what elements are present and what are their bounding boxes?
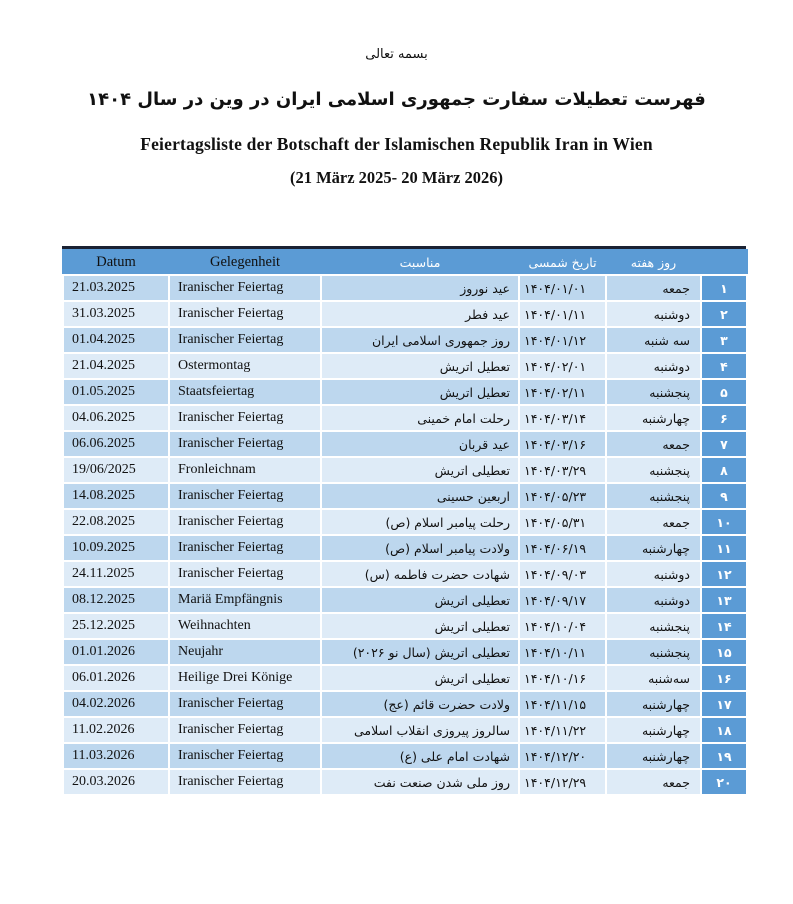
weekday-cell: دوشنبه xyxy=(606,301,701,327)
gelegenheit-cell: Fronleichnam xyxy=(169,457,321,483)
tarikh-cell: ۱۴۰۴/۰۳/۱۴ xyxy=(519,405,606,431)
row-number-cell: ۱۴ xyxy=(701,613,747,639)
table-row xyxy=(63,483,747,509)
row-number-cell: ۳ xyxy=(701,327,747,353)
table-row xyxy=(63,691,747,717)
table-header-row xyxy=(63,250,747,275)
weekday-cell: سه‌شنبه xyxy=(606,665,701,691)
gelegenheit-cell: Iranischer Feiertag xyxy=(169,405,321,431)
row-number-cell: ۱۷ xyxy=(701,691,747,717)
table-row xyxy=(63,379,747,405)
monasebat-cell: تعطیلی اتریش xyxy=(321,665,519,691)
tarikh-cell: ۱۴۰۴/۰۹/۰۳ xyxy=(519,561,606,587)
datum-cell: 22.08.2025 xyxy=(63,509,169,535)
weekday-cell: جمعه xyxy=(606,431,701,457)
weekday-cell: پنجشنبه xyxy=(606,379,701,405)
gelegenheit-cell: Iranischer Feiertag xyxy=(169,483,321,509)
tarikh-cell: ۱۴۰۴/۰۲/۰۱ xyxy=(519,353,606,379)
row-number-cell: ۵ xyxy=(701,379,747,405)
monasebat-cell: شهادت حضرت فاطمه (س) xyxy=(321,561,519,587)
datum-cell: 24.11.2025 xyxy=(63,561,169,587)
weekday-cell: پنجشنبه xyxy=(606,639,701,665)
row-number-cell: ۱۲ xyxy=(701,561,747,587)
tarikh-cell: ۱۴۰۴/۰۵/۲۳ xyxy=(519,483,606,509)
tarikh-cell: ۱۴۰۴/۰۱/۱۱ xyxy=(519,301,606,327)
datum-cell: 01.04.2025 xyxy=(63,327,169,353)
gelegenheit-cell: Neujahr xyxy=(169,639,321,665)
tarikh-cell: ۱۴۰۴/۰۶/۱۹ xyxy=(519,535,606,561)
holiday-table-body xyxy=(63,275,747,795)
monasebat-cell: تعطیلی اتریش (سال نو ۲۰۲۶) xyxy=(321,639,519,665)
gelegenheit-cell: Heilige Drei Könige xyxy=(169,665,321,691)
table-row xyxy=(63,639,747,665)
row-number-cell: ۴ xyxy=(701,353,747,379)
monasebat-cell: روز جمهوری اسلامی ایران xyxy=(321,327,519,353)
tarikh-cell: ۱۴۰۴/۰۱/۱۲ xyxy=(519,327,606,353)
tarikh-cell: ۱۴۰۴/۰۳/۲۹ xyxy=(519,457,606,483)
weekday-cell: جمعه xyxy=(606,509,701,535)
table-row xyxy=(63,769,747,795)
tarikh-cell: ۱۴۰۴/۰۲/۱۱ xyxy=(519,379,606,405)
monasebat-cell: تعطیلی اتریش xyxy=(321,613,519,639)
weekday-cell: سه شنبه xyxy=(606,327,701,353)
tarikh-cell: ۱۴۰۴/۰۳/۱۶ xyxy=(519,431,606,457)
tarikh-cell: ۱۴۰۴/۰۵/۳۱ xyxy=(519,509,606,535)
monasebat-cell: عید نوروز xyxy=(321,275,519,301)
datum-cell: 20.03.2026 xyxy=(63,769,169,795)
weekday-cell: پنجشنبه xyxy=(606,483,701,509)
weekday-cell: دوشنبه xyxy=(606,587,701,613)
monasebat-cell: تعطیل اتریش xyxy=(321,379,519,405)
monasebat-cell: روز ملی شدن صنعت نفت xyxy=(321,769,519,795)
gelegenheit-cell: Ostermontag xyxy=(169,353,321,379)
gelegenheit-cell: Weihnachten xyxy=(169,613,321,639)
header-ruz-hafteh: روز هفته xyxy=(606,250,701,275)
gelegenheit-cell: Iranischer Feiertag xyxy=(169,301,321,327)
row-number-cell: ۹ xyxy=(701,483,747,509)
table-row xyxy=(63,275,747,301)
table-row xyxy=(63,405,747,431)
header-datum: Datum xyxy=(63,250,169,275)
gelegenheit-cell: Iranischer Feiertag xyxy=(169,535,321,561)
weekday-cell: پنجشنبه xyxy=(606,613,701,639)
page-title-german: Feiertagsliste der Botschaft der Islamischen Republik Iran in Wien xyxy=(140,134,653,154)
monasebat-cell: عید قربان xyxy=(321,431,519,457)
gelegenheit-cell: Iranischer Feiertag xyxy=(169,743,321,769)
row-number-cell: ۱۸ xyxy=(701,717,747,743)
weekday-cell: دوشنبه xyxy=(606,353,701,379)
gelegenheit-cell: Iranischer Feiertag xyxy=(169,431,321,457)
monasebat-cell: شهادت امام علی (ع) xyxy=(321,743,519,769)
datum-cell: 19/06/2025 xyxy=(63,457,169,483)
monasebat-cell: تعطیل اتریش xyxy=(321,353,519,379)
datum-cell: 21.04.2025 xyxy=(63,353,169,379)
table-row xyxy=(63,327,747,353)
document-header xyxy=(0,47,793,188)
datum-cell: 11.03.2026 xyxy=(63,743,169,769)
datum-cell: 08.12.2025 xyxy=(63,587,169,613)
table-row xyxy=(63,509,747,535)
gelegenheit-cell: Iranischer Feiertag xyxy=(169,509,321,535)
tarikh-cell: ۱۴۰۴/۱۰/۱۱ xyxy=(519,639,606,665)
row-number-cell: ۶ xyxy=(701,405,747,431)
tarikh-cell: ۱۴۰۴/۱۱/۱۵ xyxy=(519,691,606,717)
table-row xyxy=(63,561,747,587)
header-monasebat: مناسبت xyxy=(321,250,519,275)
row-number-cell: ۸ xyxy=(701,457,747,483)
monasebat-cell: تعطیلی اتریش xyxy=(321,457,519,483)
header-row-number xyxy=(701,250,747,275)
table-row xyxy=(63,665,747,691)
tarikh-cell: ۱۴۰۴/۰۱/۰۱ xyxy=(519,275,606,301)
monasebat-cell: عید فطر xyxy=(321,301,519,327)
datum-cell: 21.03.2025 xyxy=(63,275,169,301)
page-title-persian: فهرست تعطیلات سفارت جمهوری اسلامی ایران در وین در سال ۱۴۰۴ xyxy=(87,89,706,110)
gelegenheit-cell: Iranischer Feiertag xyxy=(169,769,321,795)
row-number-cell: ۱۵ xyxy=(701,639,747,665)
weekday-cell: پنجشنبه xyxy=(606,457,701,483)
gelegenheit-cell: Mariä Empfängnis xyxy=(169,587,321,613)
monasebat-cell: رحلت امام خمینی xyxy=(321,405,519,431)
datum-cell: 06.06.2025 xyxy=(63,431,169,457)
weekday-cell: جمعه xyxy=(606,275,701,301)
datum-cell: 31.03.2025 xyxy=(63,301,169,327)
table-row xyxy=(63,743,747,769)
table-row xyxy=(63,613,747,639)
weekday-cell: دوشنبه xyxy=(606,561,701,587)
table-row xyxy=(63,457,747,483)
weekday-cell: چهارشنبه xyxy=(606,743,701,769)
gelegenheit-cell: Staatsfeiertag xyxy=(169,379,321,405)
row-number-cell: ۲۰ xyxy=(701,769,747,795)
gelegenheit-cell: Iranischer Feiertag xyxy=(169,327,321,353)
table-row xyxy=(63,301,747,327)
row-number-cell: ۱۱ xyxy=(701,535,747,561)
datum-cell: 04.02.2026 xyxy=(63,691,169,717)
weekday-cell: چهارشنبه xyxy=(606,691,701,717)
monasebat-cell: ولادت پیامبر اسلام (ص) xyxy=(321,535,519,561)
weekday-cell: چهارشنبه xyxy=(606,535,701,561)
datum-cell: 10.09.2025 xyxy=(63,535,169,561)
holiday-table xyxy=(62,249,748,796)
table-row xyxy=(63,587,747,613)
row-number-cell: ۷ xyxy=(701,431,747,457)
datum-cell: 06.01.2026 xyxy=(63,665,169,691)
datum-cell: 04.06.2025 xyxy=(63,405,169,431)
monasebat-cell: اربعین حسینی xyxy=(321,483,519,509)
row-number-cell: ۲ xyxy=(701,301,747,327)
tarikh-cell: ۱۴۰۴/۱۰/۰۴ xyxy=(519,613,606,639)
monasebat-cell: سالروز پیروزی انقلاب اسلامی xyxy=(321,717,519,743)
monasebat-cell: رحلت پیامبر اسلام (ص) xyxy=(321,509,519,535)
tarikh-cell: ۱۴۰۴/۱۰/۱۶ xyxy=(519,665,606,691)
table-row xyxy=(63,535,747,561)
gelegenheit-cell: Iranischer Feiertag xyxy=(169,561,321,587)
datum-cell: 11.02.2026 xyxy=(63,717,169,743)
datum-cell: 01.01.2026 xyxy=(63,639,169,665)
gelegenheit-cell: Iranischer Feiertag xyxy=(169,275,321,301)
date-range: (21 März 2025- 20 März 2026) xyxy=(289,168,504,187)
row-number-cell: ۱۰ xyxy=(701,509,747,535)
weekday-cell: چهارشنبه xyxy=(606,405,701,431)
tarikh-cell: ۱۴۰۴/۱۲/۲۹ xyxy=(519,769,606,795)
monasebat-cell: ولادت حضرت قائم (عج) xyxy=(321,691,519,717)
header-tarikh-shamsi: تاریخ شمسی xyxy=(519,250,606,275)
gelegenheit-cell: Iranischer Feiertag xyxy=(169,717,321,743)
weekday-cell: چهارشنبه xyxy=(606,717,701,743)
header-gelegenheit: Gelegenheit xyxy=(169,250,321,275)
row-number-cell: ۱۶ xyxy=(701,665,747,691)
datum-cell: 01.05.2025 xyxy=(63,379,169,405)
table-row xyxy=(63,431,747,457)
gelegenheit-cell: Iranischer Feiertag xyxy=(169,691,321,717)
weekday-cell: جمعه xyxy=(606,769,701,795)
holiday-table-container xyxy=(62,246,746,796)
tarikh-cell: ۱۴۰۴/۱۲/۲۰ xyxy=(519,743,606,769)
table-row xyxy=(63,717,747,743)
datum-cell: 25.12.2025 xyxy=(63,613,169,639)
tarikh-cell: ۱۴۰۴/۰۹/۱۷ xyxy=(519,587,606,613)
datum-cell: 14.08.2025 xyxy=(63,483,169,509)
monasebat-cell: تعطیلی اتریش xyxy=(321,587,519,613)
row-number-cell: ۱ xyxy=(701,275,747,301)
bismillah-text: بسمه تعالی xyxy=(365,47,428,62)
row-number-cell: ۱۳ xyxy=(701,587,747,613)
row-number-cell: ۱۹ xyxy=(701,743,747,769)
table-row xyxy=(63,353,747,379)
tarikh-cell: ۱۴۰۴/۱۱/۲۲ xyxy=(519,717,606,743)
